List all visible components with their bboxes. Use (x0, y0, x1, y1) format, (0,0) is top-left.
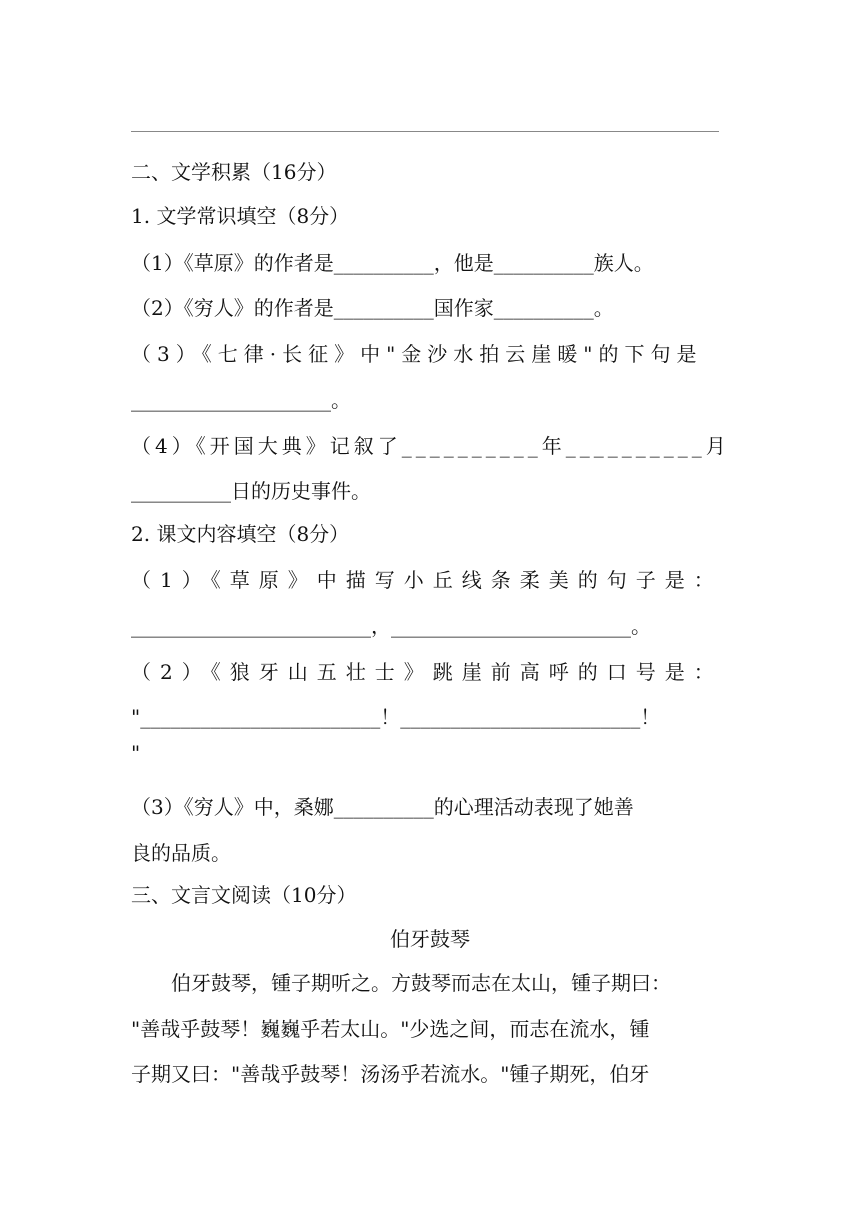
divider-line (131, 131, 719, 132)
question-2-2-close-quote: " (131, 741, 141, 765)
question-1-3-blank: ____________________。 (131, 388, 351, 412)
question-1-4: （4）《开国大典》记叙了__________年__________月 (131, 434, 730, 458)
question-2-2-blanks: "________________________！________________________！ (131, 705, 661, 729)
passage-line-2: "善哉乎鼓琴！巍巍乎若太山。"少选之间，而志在流水，锺 (131, 1017, 650, 1041)
question-2-1-blanks: ________________________，________________________。 (131, 614, 651, 638)
question-2-heading: 2. 课文内容填空（8分） (131, 522, 350, 546)
passage-title: 伯牙鼓琴 (390, 927, 470, 951)
passage-line-3: 子期又曰："善哉乎鼓琴！汤汤乎若流水。"锺子期死，伯牙 (131, 1062, 650, 1086)
question-2-3-cont: 良的品质。 (131, 841, 231, 865)
section-heading-classical: 三、文言文阅读（10分） (131, 883, 357, 907)
question-1-2: （2）《穷人》的作者是__________国作家__________。 (131, 296, 614, 320)
question-2-3: （3）《穷人》中，桑娜__________的心理活动表现了她善 (131, 795, 634, 819)
question-2-1: （1）《草原》中描写小丘线条柔美的句子是： (131, 568, 723, 592)
passage-line-1: 伯牙鼓琴，锺子期听之。方鼓琴而志在太山，锺子期曰： (131, 971, 671, 995)
question-1-4-cont: __________日的历史事件。 (131, 479, 371, 503)
question-1-3: （3）《七律·长征》中"金沙水拍云崖暖"的下句是 (131, 342, 703, 366)
question-2-2: （2）《狼牙山五壮士》跳崖前高呼的口号是： (131, 660, 723, 684)
question-1-heading: 1. 文学常识填空（8分） (131, 204, 350, 228)
question-1-1: （1）《草原》的作者是__________，他是__________族人。 (131, 251, 654, 275)
section-heading-literary: 二、文学积累（16分） (131, 160, 337, 184)
